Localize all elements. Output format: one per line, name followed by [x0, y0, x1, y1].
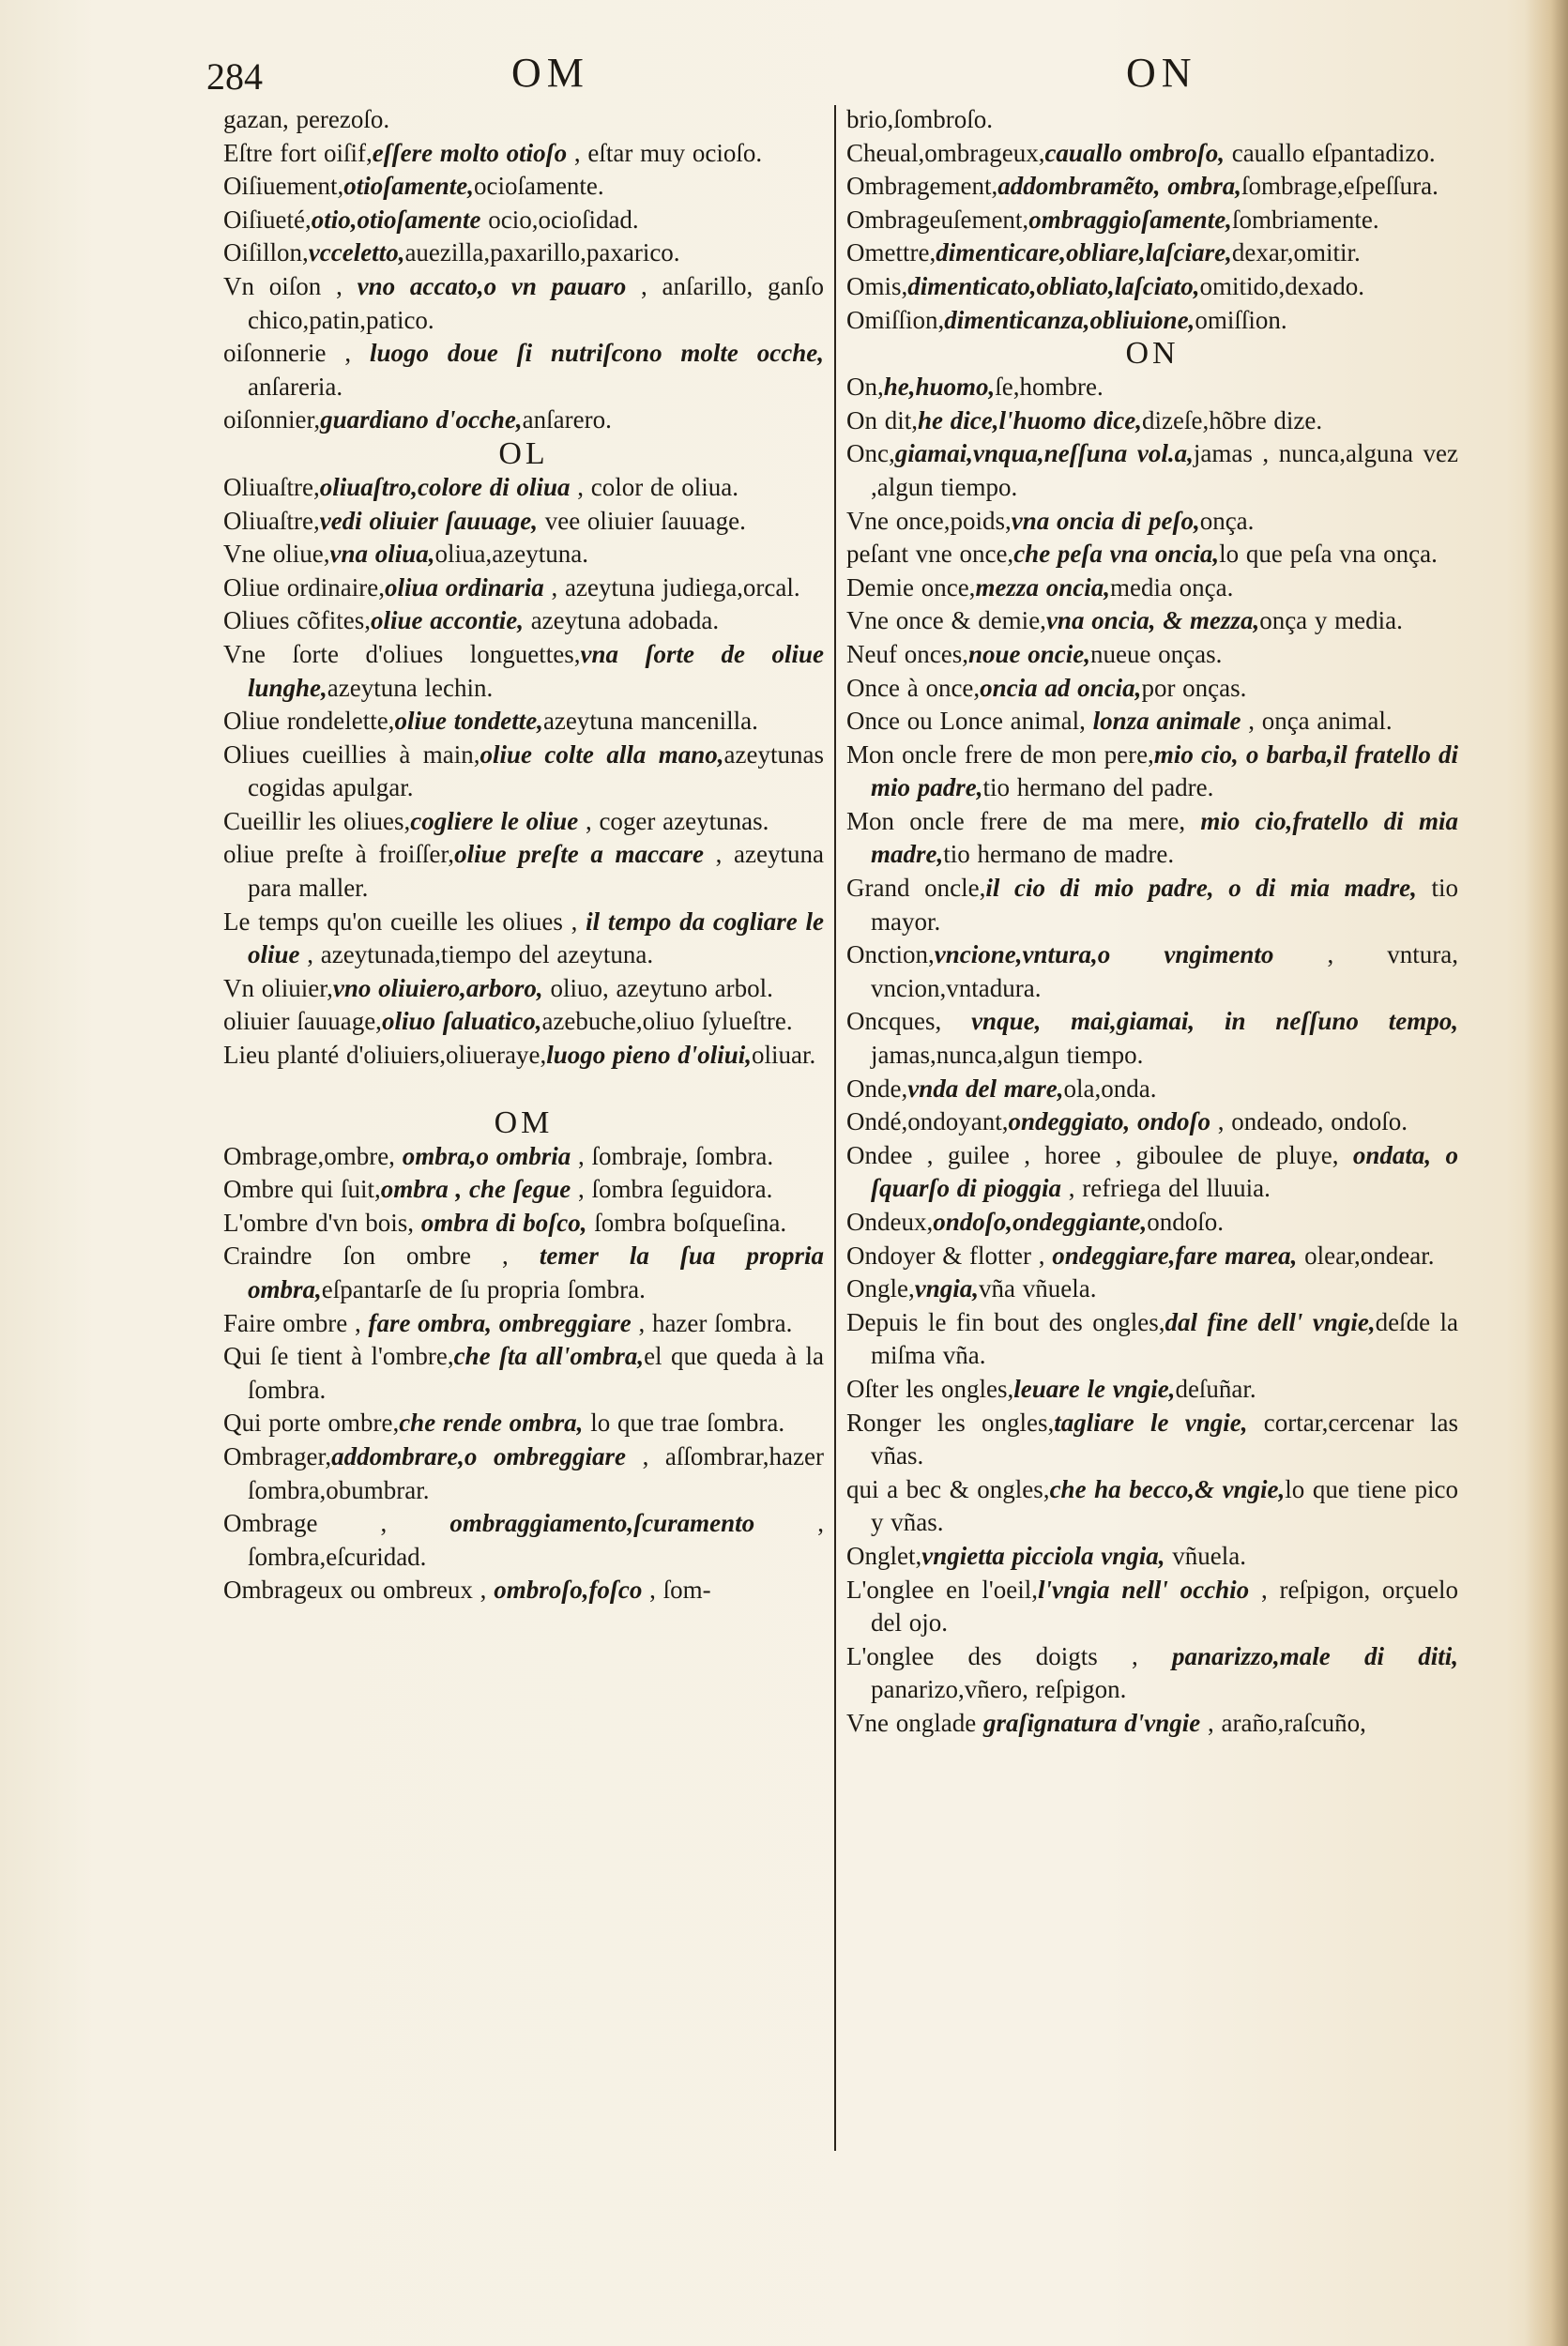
entry-spanish: vee oliuier ſauuage.	[537, 506, 746, 535]
entry-spanish: panarizo,vñero, reſpigon.	[871, 1675, 1127, 1704]
entry-spanish: jamas , nunca,alguna vez ,algun tiempo.	[871, 439, 1458, 501]
dictionary-entry	[846, 236, 1458, 270]
right-running-head: ON	[1126, 50, 1197, 96]
entry-spanish: , azeytunada,tiempo del azeytuna.	[299, 940, 654, 969]
entry-italian: panarizzo,male di diti,	[1172, 1641, 1458, 1670]
entry-french: Oſter les ongles,	[846, 1374, 1014, 1403]
entry-spanish: por onças.	[1141, 673, 1247, 702]
entry-italian: ombra,o ombria	[402, 1141, 571, 1170]
entry-italian: che ha becco,& vngie,	[1049, 1474, 1286, 1503]
dictionary-entry	[223, 404, 824, 437]
entry-spanish: azeytuna lechin.	[327, 673, 494, 702]
entry-french: Qui porte ombre,	[223, 1409, 400, 1438]
entry-italian: mio cio,fratello di mia madre,	[871, 806, 1458, 869]
dictionary-entry	[223, 137, 824, 171]
entry-spanish: oliuar.	[752, 1041, 816, 1070]
entry-french: Ombragement,	[846, 172, 998, 201]
entry-french: oliuier ſauuage,	[223, 1007, 382, 1036]
dictionary-entry	[846, 672, 1458, 706]
entry-french: oiſonnerie ,	[223, 339, 370, 368]
entry-french: Oncques,	[846, 1007, 972, 1036]
entry-italian: dal fine dell' vngie,	[1165, 1307, 1376, 1336]
entry-italian: ombraggiamento,ſcuramento	[449, 1509, 755, 1538]
dictionary-entry	[223, 838, 824, 905]
entry-french: Eſtre fort oiſif,	[223, 138, 373, 167]
entry-french: Ombrage ,	[223, 1509, 450, 1538]
entry-spanish: dexar,omitir.	[1231, 238, 1361, 267]
entry-spanish: , aſſombrar,hazer ſombra,obumbrar.	[248, 1441, 824, 1504]
entry-spanish: ocio,ocioſidad.	[480, 205, 639, 234]
entry-italian: graſignatura d'vngie	[982, 1708, 1201, 1737]
entry-french: Ronger les ongles,	[846, 1408, 1055, 1437]
section-heading: OM	[494, 1104, 554, 1140]
entry-italian: vno accato,o vn pauaro	[357, 271, 627, 300]
entry-spanish: , vntura, vncion,vntadura.	[871, 940, 1459, 1002]
dictionary-entry	[223, 236, 824, 270]
entry-spanish: , coger azeytunas.	[578, 806, 769, 835]
entry-french: Mon oncle frere de mon pere,	[846, 739, 1154, 769]
dictionary-entry	[223, 1340, 824, 1407]
entry-italian: vna oncia, & mezza,	[1045, 606, 1260, 635]
entry-french: Vne onglade	[846, 1708, 983, 1737]
entry-italian: l'vngia nell' occhio	[1038, 1575, 1250, 1604]
entry-spanish: onça.	[1199, 506, 1255, 535]
section-heading: OL	[498, 435, 549, 471]
entry-french: Ondé,ondoyant,	[846, 1107, 1009, 1136]
dictionary-entry	[846, 938, 1458, 1005]
entry-spanish: ſombrage,eſpeſſura.	[1241, 172, 1439, 201]
entry-spanish: oliua,azeytuna.	[434, 540, 588, 569]
entry-french: Faire ombre ,	[223, 1308, 369, 1337]
entry-italian: noue oncie,	[967, 639, 1090, 668]
entry-french: peſant vne once,	[846, 540, 1014, 569]
entry-italian: vngietta picciola vngia,	[921, 1541, 1165, 1570]
dictionary-entry	[846, 1407, 1458, 1473]
entry-spanish: tio mayor.	[871, 874, 1458, 936]
entry-spanish: vñuela.	[1165, 1541, 1246, 1570]
entry-spanish: , azeytuna judiega,orcal.	[543, 572, 800, 602]
entry-french: Oliues cõfites,	[223, 606, 371, 635]
entry-italian: lonza animale	[1092, 707, 1241, 736]
dictionary-entry	[846, 1272, 1458, 1306]
entry-italian: he dice,l'huomo dice,	[918, 405, 1142, 434]
entry-spanish: lo que trae ſombra.	[583, 1409, 785, 1438]
entry-italian: mio cio, o barba,il fratello di mio padre,	[871, 739, 1458, 802]
dictionary-entry	[846, 1540, 1458, 1574]
entry-italian: mezza oncia,	[975, 572, 1110, 602]
entry-french: Oiſiueté,	[223, 205, 312, 234]
dictionary-entry	[846, 137, 1458, 171]
entry-spanish: nueue onças.	[1089, 639, 1223, 668]
entry-french: Oliuaſtre,	[223, 506, 320, 535]
entry-spanish: , ſombra ſeguidora.	[571, 1175, 773, 1204]
entry-french: Ombre qui ſuit,	[223, 1175, 381, 1204]
entry-italian: temer la ſua propria ombra,	[248, 1242, 824, 1303]
entry-spanish: deſde la miſma vña.	[871, 1307, 1458, 1370]
dictionary-entry	[223, 204, 824, 237]
entry-italian: oliue tondette,	[394, 707, 543, 736]
entry-french: qui a bec & ongles,	[846, 1474, 1050, 1503]
dictionary-entry	[846, 1206, 1458, 1240]
entry-italian: che ſta all'ombra,	[453, 1342, 645, 1371]
entry-spanish: dizeſe,hõbre dize.	[1142, 405, 1323, 434]
dictionary-entry	[846, 1240, 1458, 1273]
entry-french: Omiſſion,	[846, 305, 945, 334]
entry-spanish: tio hermano del padre.	[982, 773, 1214, 802]
entry-spanish: jamas,nunca,algun tiempo.	[871, 1041, 1144, 1070]
entry-spanish: cauallo eſpantadizo.	[1224, 138, 1436, 167]
entry-italian: ombroſo,foſco	[494, 1576, 643, 1605]
dictionary-entry	[223, 705, 824, 739]
entry-italian: che rende ombra,	[399, 1409, 584, 1438]
entry-spanish: onça y media.	[1259, 606, 1403, 635]
entry-spanish: , azeytuna para maller.	[248, 840, 824, 903]
entry-french: Cheual,ombrageux,	[846, 138, 1045, 167]
dictionary-entry	[223, 1173, 824, 1207]
entry-french: Omis,	[846, 271, 908, 300]
entry-spanish: , reſpigon, orçuelo del ojo.	[871, 1575, 1458, 1638]
entry-spanish: ſombra boſqueſina.	[586, 1208, 787, 1237]
dictionary-entry	[223, 604, 824, 638]
entry-spanish: vña vñuela.	[979, 1274, 1097, 1303]
dictionary-entry	[846, 1640, 1458, 1707]
entry-spanish: , araño,raſcuño,	[1200, 1708, 1366, 1737]
entry-spanish: omitido,dexado.	[1199, 271, 1364, 300]
entry-italian: vedi oliuier ſauuage,	[319, 506, 538, 535]
entry-italian: oncia ad oncia,	[980, 673, 1142, 702]
dictionary-entry	[223, 972, 824, 1006]
dictionary-entry	[846, 872, 1458, 938]
dictionary-entry	[223, 1407, 824, 1440]
dictionary-entry	[223, 270, 824, 337]
entry-french: Onde,	[846, 1074, 908, 1103]
entry-spanish: , ſombra,eſcuridad.	[248, 1509, 824, 1571]
entry-spanish: auezilla,paxarillo,paxarico.	[404, 238, 680, 267]
entry-italian: ombra , che ſegue	[380, 1175, 571, 1204]
entry-spanish: azeytuna adobada.	[523, 606, 720, 635]
entry-italian: oliue accontie,	[370, 606, 524, 635]
entry-italian: oliue colte alla mano,	[480, 739, 724, 769]
left-running-head: OM	[511, 50, 589, 96]
entry-french: Onction,	[846, 940, 935, 969]
entry-french: Craindre ſon ombre ,	[223, 1242, 540, 1271]
dictionary-entry	[223, 805, 824, 839]
dictionary-entry	[846, 204, 1458, 237]
entry-french: Lieu planté d'oliuiers,oliueraye,	[223, 1041, 547, 1070]
dictionary-entry	[223, 739, 824, 805]
dictionary-entry	[223, 571, 824, 605]
entry-italian: ondata, o ſquarſo di pioggia	[871, 1140, 1458, 1203]
dictionary-entry	[846, 739, 1458, 805]
entry-italian: ombra di boſco,	[420, 1208, 587, 1237]
entry-french: L'onglee des doigts ,	[846, 1641, 1172, 1670]
entry-italian: che peſa vna oncia,	[1013, 540, 1220, 569]
entry-french: Vne oliue,	[223, 540, 330, 569]
dictionary-entry	[846, 505, 1458, 539]
entry-italian: dimenticanza,obliuione,	[944, 305, 1195, 334]
entry-spanish: anſarero.	[522, 405, 612, 434]
entry-french: Ongle,	[846, 1274, 915, 1303]
entry-spanish: deſuñar.	[1175, 1374, 1256, 1403]
entry-french: Vn oiſon ,	[223, 271, 358, 300]
entry-spanish: el que queda à la ſombra.	[248, 1342, 824, 1404]
entry-spanish: cortar,cercenar las vñas.	[871, 1408, 1458, 1470]
entry-french: Oiſiuement,	[223, 172, 344, 201]
entry-italian: fare ombra, ombreggiare	[368, 1308, 632, 1337]
dictionary-entry	[223, 170, 824, 204]
entry-french: Onglet,	[846, 1541, 922, 1570]
entry-italian: giamai,vnqua,neſſuna vol.a,	[894, 439, 1194, 468]
dictionary-entry	[846, 304, 1458, 338]
dictionary-entry	[846, 705, 1458, 739]
dictionary-entry	[846, 371, 1458, 404]
dictionary-entry	[846, 604, 1458, 638]
entry-french: Ombrageuſement,	[846, 205, 1029, 234]
entry-spanish: anſareria.	[248, 372, 343, 401]
entry-italian: il cio di mio padre, o di mia madre,	[985, 874, 1417, 903]
entry-italian: ondeggiato, ondoſo	[1008, 1107, 1210, 1136]
entry-spanish: tio hermano de madre.	[943, 840, 1175, 869]
dictionary-entry	[846, 437, 1458, 504]
entry-french: Vn oliuier,	[223, 973, 333, 1002]
dictionary-entry	[846, 1707, 1458, 1741]
section-heading: ON	[1125, 336, 1180, 372]
entry-french: On,	[846, 373, 884, 402]
dictionary-entry	[223, 538, 824, 571]
entry-french: Vne once & demie,	[846, 606, 1046, 635]
entry-italian: eſſere molto otioſo	[372, 138, 568, 167]
entry-french: Depuis le fin bout des ongles,	[846, 1307, 1165, 1336]
entry-french: Oliuaſtre,	[223, 472, 320, 501]
dictionary-entry	[846, 538, 1458, 571]
entry-italian: oliua ordinaria	[384, 572, 544, 602]
entry-spanish: , refriega del lluuia.	[1061, 1174, 1271, 1203]
right-column	[846, 103, 1458, 1741]
entry-italian: addombrare,o ombreggiare	[331, 1441, 626, 1470]
dictionary-entry	[223, 1005, 824, 1039]
dictionary-entry	[846, 805, 1458, 872]
entry-italian: ondeggiare,fare marea,	[1052, 1241, 1298, 1270]
entry-italian: oliuaſtro,colore di oliua	[319, 472, 571, 501]
entry-italian: tagliare le vngie,	[1054, 1408, 1248, 1437]
page-header	[197, 49, 1257, 105]
dictionary-entry	[223, 1240, 824, 1306]
entry-french: Cueillir les oliues,	[223, 806, 411, 835]
dictionary-entry	[846, 1139, 1458, 1206]
entry-french: Mon oncle frere de ma mere,	[846, 806, 1201, 835]
entry-french: Qui ſe tient à l'ombre,	[223, 1342, 454, 1371]
entry-spanish: omiſſion.	[1195, 305, 1287, 334]
entry-french: Oliue rondelette,	[223, 707, 395, 736]
entry-spanish: azeytunas cogidas apulgar.	[248, 739, 824, 802]
dictionary-entry	[223, 1574, 824, 1607]
dictionary-entry	[846, 571, 1458, 605]
entry-french: brio,ſombroſo.	[846, 105, 993, 133]
entry-italian: vnda del mare,	[907, 1074, 1064, 1103]
dictionary-entry	[223, 337, 824, 404]
entry-spanish: oliuo, azeytuno arbol.	[542, 973, 773, 1002]
entry-french: Omettre,	[846, 238, 936, 267]
entry-french: Once ou Lonce animal,	[846, 707, 1093, 736]
entry-spanish: ocioſamente.	[473, 172, 604, 201]
entry-french: Ombrager,	[223, 1441, 332, 1470]
entry-italian: otio,otioſamente	[311, 205, 481, 234]
entry-french: On dit,	[846, 405, 919, 434]
entry-italian: he,huomo,	[883, 373, 996, 402]
entry-italian: oliuo ſaluatico,	[381, 1007, 542, 1036]
dictionary-entry	[223, 471, 824, 505]
entry-spanish: olear,ondear.	[1297, 1241, 1435, 1270]
dictionary-entry	[846, 1105, 1458, 1139]
entry-french: Onc,	[846, 439, 895, 468]
entry-italian: vncione,vntura,o vngimento	[934, 940, 1274, 969]
entry-italian: vna oliua,	[329, 540, 435, 569]
entry-french: Oliue ordinaire,	[223, 572, 385, 602]
entry-spanish: azeytuna mancenilla.	[542, 707, 758, 736]
entry-french: Ombrageux ou ombreux ,	[223, 1576, 495, 1605]
entry-italian: il tempo da cogliare le oliue	[248, 906, 825, 969]
entry-french: gazan, perezoſo.	[223, 105, 390, 133]
dictionary-entry	[223, 1039, 824, 1073]
entry-italian: vngia,	[914, 1274, 979, 1303]
entry-french: Neuf onces,	[846, 639, 968, 668]
entry-italian: dimenticato,obliato,laſciato,	[907, 271, 1200, 300]
entry-french: L'ombre d'vn bois,	[223, 1208, 421, 1237]
dictionary-entry	[846, 1574, 1458, 1640]
dictionary-entry	[846, 103, 1458, 137]
entry-spanish: , color de oliua.	[570, 472, 738, 501]
entry-italian: luogo pieno d'oliui,	[546, 1041, 753, 1070]
dictionary-entry	[846, 1306, 1458, 1373]
entry-spanish: eſpantarſe de ſu propria ſombra.	[321, 1275, 646, 1303]
page-edge-shadow	[1525, 0, 1568, 2346]
entry-spanish: ola,onda.	[1063, 1074, 1157, 1103]
dictionary-entry	[846, 1005, 1458, 1072]
entry-french: Le temps qu'on cueille les oliues ,	[223, 906, 586, 936]
entry-french: oliue preſte à froiſſer,	[223, 840, 455, 869]
dictionary-entry	[223, 103, 824, 137]
entry-french: Demie once,	[846, 572, 976, 602]
entry-spanish: , onça animal.	[1241, 707, 1393, 736]
entry-italian: vna oncia di peſo,	[1011, 506, 1200, 535]
entry-french: Oliues cueillies à main,	[223, 739, 480, 769]
entry-spanish: , anſarillo, ganſo chico,patin,patico.	[248, 271, 824, 334]
entry-spanish: ondoſo.	[1147, 1208, 1225, 1236]
entry-french: Ondeux,	[846, 1208, 934, 1236]
left-column	[223, 103, 824, 1607]
entry-french: Ondoyer & flotter ,	[846, 1241, 1053, 1270]
dictionary-entry	[846, 638, 1458, 672]
entry-italian: ombraggioſamente,	[1028, 205, 1232, 234]
entry-spanish: ſe,hombre.	[995, 373, 1104, 402]
entry-spanish: , ſombraje, ſombra.	[571, 1141, 774, 1170]
entry-italian: cogliere le oliue	[410, 806, 579, 835]
entry-spanish: , eſtar muy ocioſo.	[567, 138, 763, 167]
entry-spanish: , ſom-	[642, 1576, 711, 1605]
dictionary-entry	[223, 638, 824, 705]
dictionary-entry	[846, 270, 1458, 304]
dictionary-entry	[223, 1307, 824, 1341]
dictionary-entry	[223, 505, 824, 539]
entry-french: Once à once,	[846, 673, 981, 702]
spacer	[223, 1073, 824, 1106]
entry-french: Ombrage,ombre,	[223, 1141, 403, 1170]
entry-italian: guardiano d'ocche,	[320, 405, 523, 434]
entry-french: Vne ſorte d'oliues longuettes,	[223, 639, 581, 668]
entry-spanish: media onça.	[1109, 572, 1234, 602]
entry-italian: vnque, mai,giamai, in neſſuno tempo,	[971, 1007, 1458, 1036]
page-number: 284	[206, 55, 263, 98]
entry-italian: vna ſorte de oliue lunghe,	[248, 639, 824, 702]
entry-french: oiſonnier,	[223, 405, 321, 434]
dictionary-entry	[223, 906, 824, 972]
entry-spanish: , ondeado, ondoſo.	[1210, 1107, 1408, 1136]
dictionary-entry	[223, 1140, 824, 1174]
entry-italian: luogo doue ſi nutriſcono molte ocche,	[369, 339, 824, 368]
entry-spanish: azebuche,oliuo ſylueſtre.	[541, 1007, 793, 1036]
dictionary-entry	[223, 1440, 824, 1507]
entry-italian: cauallo ombroſo,	[1044, 138, 1225, 167]
entry-spanish: , hazer ſombra.	[631, 1308, 793, 1337]
dictionary-entry	[846, 1073, 1458, 1106]
entry-italian: oliue preſte a maccare	[454, 840, 704, 869]
entry-spanish: lo que peſa vna onça.	[1219, 540, 1438, 569]
entry-italian: vno oliuiero,arboro,	[332, 973, 543, 1002]
entry-french: L'onglee en l'oeil,	[846, 1575, 1039, 1604]
dictionary-entry	[846, 1473, 1458, 1540]
entry-spanish: ſombriamente.	[1231, 205, 1379, 234]
dictionary-entry	[846, 404, 1458, 438]
dictionary-entry	[846, 1373, 1458, 1407]
dictionary-entry	[223, 1507, 824, 1574]
entry-french: Grand oncle,	[846, 874, 986, 903]
dictionary-entry	[846, 170, 1458, 204]
entry-italian: vcceletto,	[308, 238, 405, 267]
entry-french: Oiſillon,	[223, 238, 309, 267]
column-rule	[834, 105, 836, 2151]
entry-italian: ondoſo,ondeggiante,	[933, 1208, 1148, 1236]
entry-french: Ondee , guilee , horee , giboulee de pluye,	[846, 1140, 1353, 1169]
entry-italian: dimenticare,obliare,laſciare,	[936, 238, 1232, 267]
entry-italian: addombramẽto, ombra,	[997, 172, 1241, 201]
entry-italian: otioſamente,	[343, 172, 474, 201]
entry-italian: leuare le vngie,	[1013, 1374, 1176, 1403]
dictionary-entry	[223, 1207, 824, 1241]
entry-french: Vne once,poids,	[846, 506, 1012, 535]
entry-spanish: lo que tiene pico y vñas.	[871, 1474, 1458, 1537]
